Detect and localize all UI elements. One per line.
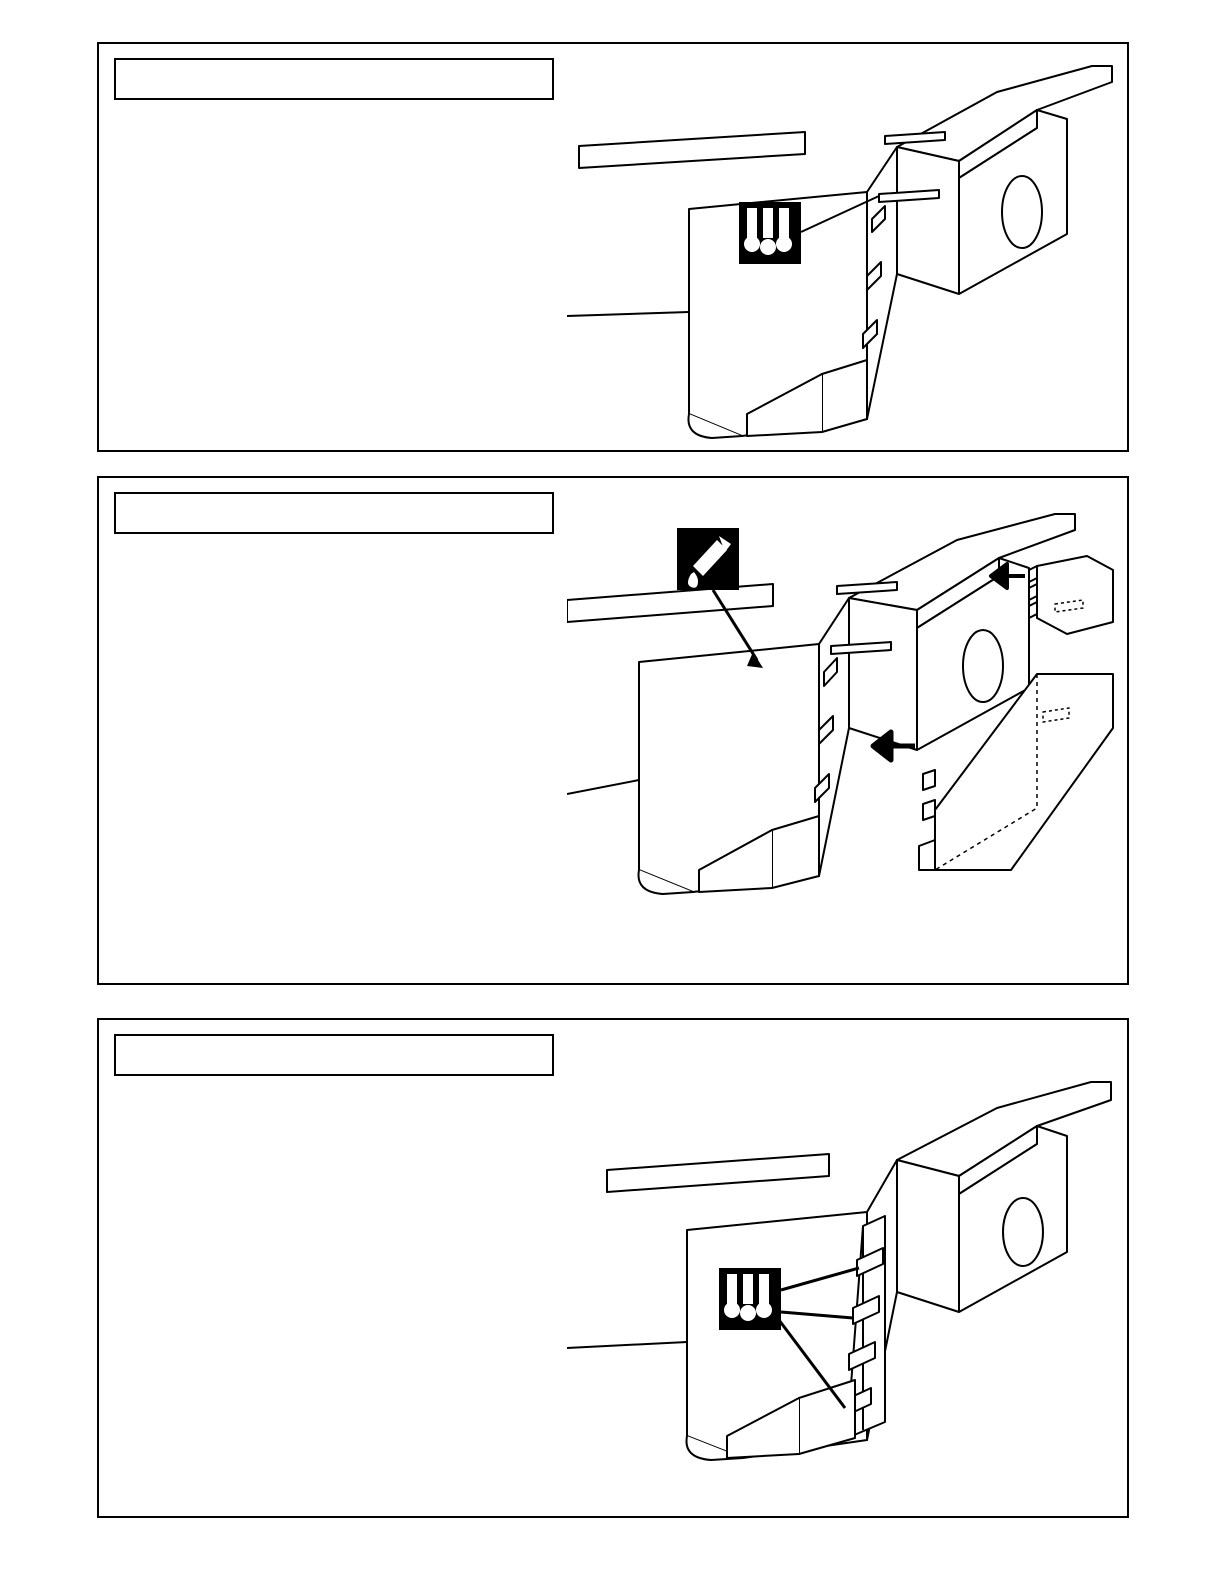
- pin-marks-icon: [719, 1268, 781, 1330]
- step-panel-3: [97, 1018, 1129, 1518]
- step-3-illustration: [567, 1020, 1127, 1516]
- step-1-caption: [114, 58, 554, 100]
- step-3-caption: [114, 1034, 554, 1076]
- glue-bottle-icon: [677, 528, 739, 590]
- step-2-illustration: [567, 478, 1127, 983]
- step-1-illustration: [567, 44, 1127, 450]
- step-panel-1: [97, 42, 1129, 452]
- pin-marks-icon: [739, 202, 801, 264]
- step-2-caption: [114, 492, 554, 534]
- step-panel-2: [97, 476, 1129, 985]
